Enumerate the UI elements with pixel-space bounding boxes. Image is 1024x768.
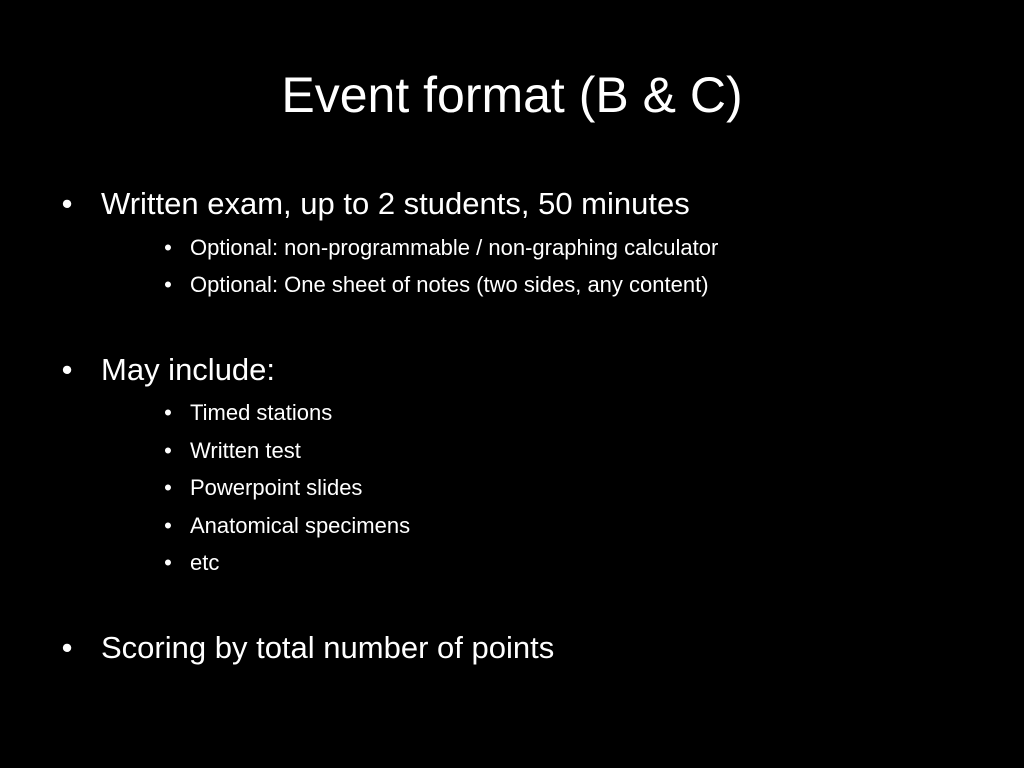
- subbullet-icon: •: [164, 475, 172, 500]
- subbullet-text: Powerpoint slides: [190, 475, 363, 500]
- subbullet-text: etc: [190, 550, 220, 575]
- bullet-text: Scoring by total number of points: [101, 630, 555, 665]
- subbullet-text: Optional: non-programmable / non-graphing calculator: [190, 235, 719, 260]
- subbullet-icon: •: [164, 400, 172, 425]
- bullet-text: Written exam, up to 2 students, 50 minutes: [101, 186, 690, 221]
- bullet-icon: •: [61, 630, 73, 665]
- subbullet-icon: •: [164, 235, 172, 260]
- subbullet-text: Anatomical specimens: [190, 513, 411, 538]
- subbullet-icon: •: [164, 272, 172, 297]
- subbullet-icon: •: [164, 550, 172, 575]
- slide-title: Event format (B & C): [281, 67, 743, 123]
- bullet-icon: •: [61, 352, 73, 387]
- bullet-text: May include:: [101, 352, 276, 387]
- subbullet-text: Timed stations: [190, 400, 333, 425]
- subbullet-icon: •: [164, 438, 172, 463]
- bullet-icon: •: [61, 186, 73, 221]
- subbullet-text: Optional: One sheet of notes (two sides, any content): [190, 272, 709, 297]
- subbullet-icon: •: [164, 513, 172, 538]
- subbullet-text: Written test: [190, 438, 301, 463]
